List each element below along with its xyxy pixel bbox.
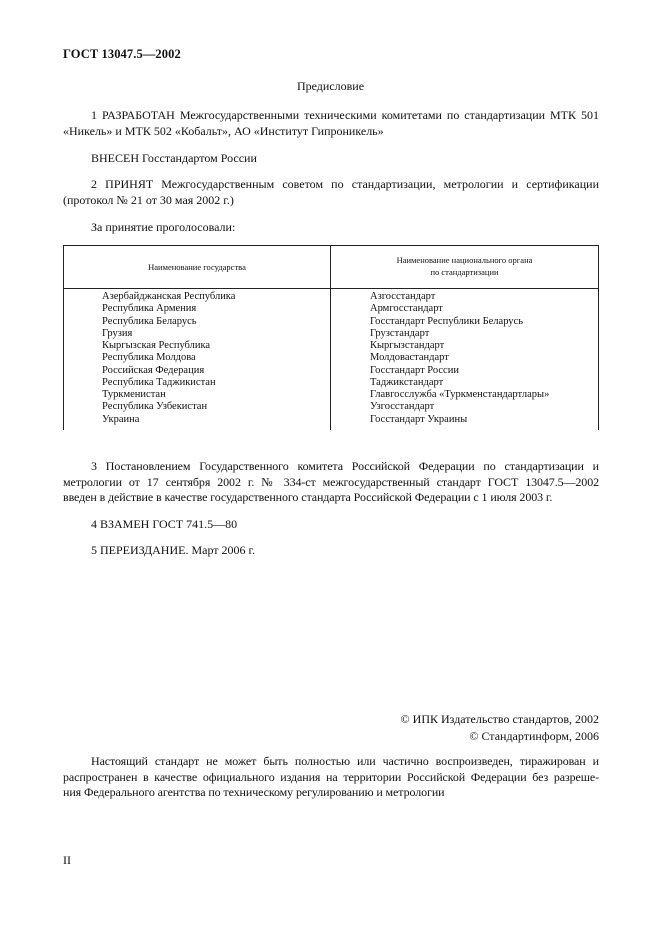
paragraph-replaces xyxy=(63,517,599,533)
table-cell-state: Республика Узбекистан xyxy=(102,401,208,413)
table-header-body xyxy=(331,254,598,278)
table-column-bodies xyxy=(370,291,596,426)
table-cell-body: Госстандарт Украины xyxy=(370,413,468,425)
table-cell-state: Российская Федерация xyxy=(102,364,205,376)
table-cell-state: Республика Армения xyxy=(102,303,197,315)
table-cell-state: Кыргызская Республика xyxy=(102,340,211,351)
paragraph-reissue xyxy=(63,543,599,559)
paragraph-line: 4 ВЗАМЕН ГОСТ 741.5—80 xyxy=(91,517,238,531)
paragraph-voted xyxy=(63,220,599,236)
table-cell-body: Госстандарт России xyxy=(370,364,459,376)
table-cell-state: Туркменистан xyxy=(102,389,166,400)
table-cell-body: Главгосслужба «Туркменстандартлары» xyxy=(370,389,550,400)
copyright-block xyxy=(401,711,599,745)
paragraph-developed xyxy=(63,108,599,139)
paragraph-line: Настоящий стандарт не может быть полностью или частично воспроизведен, тиражирован и xyxy=(91,754,599,768)
table-right-border xyxy=(598,245,599,430)
table-header-rule xyxy=(63,288,599,289)
paragraph-line: метрологии от 17 сентября 2002 г. № 334-ст межгосударственный стандарт ГОСТ 13047.5—2002 xyxy=(63,474,599,489)
table-header-line: Наименование национального органа xyxy=(396,255,533,265)
paragraph-line: введен в действие в качестве государственного стандарта Российской Федерации с 1 июля 2003 г. xyxy=(63,490,553,504)
paragraph-notice xyxy=(63,754,599,801)
paragraph-adopted xyxy=(63,177,599,208)
paragraph-line: 1 РАЗРАБОТАН Межгосударственными техническими комитетами по стандартизации МТК 501 xyxy=(91,108,599,122)
paragraph-line: 3 Постановлением Государственного комитета Российской Федерации по стандартизации и xyxy=(91,459,599,473)
table-cell-body: Кыргызстандарт xyxy=(370,340,445,351)
table-header-state: Наименование государства xyxy=(148,262,246,272)
paragraph-line: За принятие проголосовали: xyxy=(91,220,236,234)
table-cell-body: Армгосстандарт xyxy=(370,303,443,315)
paragraph-line: ВНЕСЕН Госстандартом России xyxy=(91,151,257,165)
table-top-rule xyxy=(63,245,599,246)
table-cell-state: Украина xyxy=(102,413,140,425)
page-number: II xyxy=(63,853,71,867)
table-cell-body: Узгосстандарт xyxy=(370,401,435,413)
paragraph-introduced xyxy=(63,151,599,167)
paragraph-line: 5 ПЕРЕИЗДАНИЕ. Март 2006 г. xyxy=(91,543,256,557)
paragraph-line: 2 ПРИНЯТ Межгосударственным советом по стандартизации, метрологии и сертификации xyxy=(91,177,599,191)
table-cell-body: Госстандарт Республики Беларусь xyxy=(370,315,524,327)
paragraph-line: (протокол № 21 от 30 мая 2002 г.) xyxy=(63,192,234,207)
table-cell-state: Грузия xyxy=(102,327,133,339)
paragraph-line: распространен в качестве официального издания на территории Российской Федерации без разреше- xyxy=(63,769,599,784)
table-cell-body: Таджикстандарт xyxy=(370,376,444,388)
table-cell-state: Республика Таджикистан xyxy=(102,376,216,388)
paragraph-resolution xyxy=(63,459,599,506)
copyright-line: © Стандартинформ, 2006 xyxy=(469,729,599,743)
table-cell-body: Грузстандарт xyxy=(370,327,430,339)
table-cell-body: Молдовастандарт xyxy=(370,352,449,364)
table-cell-state: Республика Молдова xyxy=(102,352,196,364)
table-cell-state: Азербайджанская Республика xyxy=(102,291,236,302)
table-cell-body: Азгосстандарт xyxy=(370,291,436,302)
paragraph-line: ния Федерального агентства по техническому регулированию и метрологии xyxy=(63,785,445,799)
copyright-line: © ИПК Издательство стандартов, 2002 xyxy=(400,712,599,726)
section-title: Предисловие xyxy=(296,79,365,93)
document-header: ГОСТ 13047.5—2002 xyxy=(63,47,181,61)
table-column-states xyxy=(102,291,327,426)
table-header-line: по стандартизации xyxy=(430,267,499,277)
table-cell-state: Республика Беларусь xyxy=(102,315,197,327)
paragraph-line: «Никель» и МТК 502 «Кобальт», АО «Институт Гипроникель» xyxy=(63,123,384,138)
